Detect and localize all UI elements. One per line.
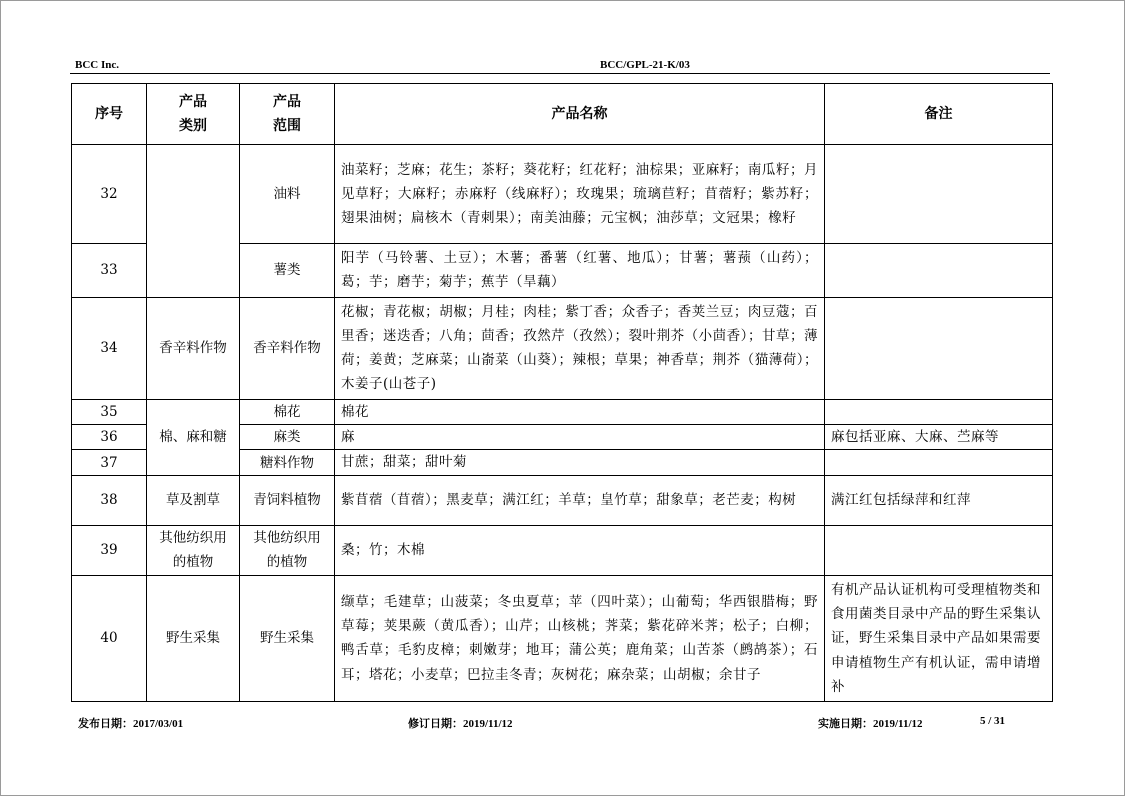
col-header-note: 备注 — [825, 84, 1053, 145]
col-header-category: 产品 类别 — [147, 84, 240, 145]
row-note: 满江红包括绿萍和红萍 — [825, 475, 1053, 525]
row-scope: 棉花 — [240, 399, 335, 424]
row-product-name: 花椒；青花椒；胡椒；月桂；肉桂；紫丁香；众香子；香荚兰豆；肉豆蔻；百里香；迷迭香；八角；茴香；孜然芹（孜然）；裂叶荆芥（小茴香）；甘草；薄荷；姜黄；芝麻菜；山嵛菜（山葵）；辣根；草果；神香草；荆芥（猫薄荷）；木姜子(山苍子) — [335, 297, 825, 399]
row-note — [825, 244, 1053, 298]
row-product-name: 甘蔗；甜菜；甜叶菊 — [335, 450, 825, 475]
table-header-row — [72, 84, 1053, 145]
row-note: 麻包括亚麻、大麻、苎麻等 — [825, 425, 1053, 450]
row-category: 其他纺织用 的植物 — [147, 525, 240, 575]
row-scope: 香辛料作物 — [240, 297, 335, 399]
row-no: 36 — [72, 425, 147, 450]
row-scope: 麻类 — [240, 425, 335, 450]
col-header-scope: 产品 范围 — [240, 84, 335, 145]
row-category: 香辛料作物 — [147, 297, 240, 399]
row-note — [825, 145, 1053, 244]
table-row — [72, 525, 1053, 575]
row-no: 35 — [72, 399, 147, 424]
row-no: 32 — [72, 145, 147, 244]
row-no: 37 — [72, 450, 147, 475]
row-category: 棉、麻和糖 — [147, 399, 240, 475]
row-category: 野生采集 — [147, 575, 240, 701]
table-row — [72, 399, 1053, 424]
row-no: 40 — [72, 575, 147, 701]
revise-date: 修订日期：2019/11/12 — [408, 718, 513, 730]
page-number: 5 / 31 — [980, 715, 1006, 727]
product-table — [71, 83, 1053, 702]
row-product-name: 阳芋（马铃薯、土豆）；木薯；番薯（红薯、地瓜）；甘薯；薯蓣（山药）；葛；芋；磨芋；菊芋；蕉芋（旱藕） — [335, 244, 825, 298]
publish-date: 发布日期：2017/03/01 — [78, 718, 184, 730]
row-scope: 油料 — [240, 145, 335, 244]
company-name: BCC Inc. — [75, 59, 120, 71]
row-product-name: 桑；竹；木棉 — [335, 525, 825, 575]
document-code: BCC/GPL-21-K/03 — [600, 59, 690, 71]
row-category: 草及割草 — [147, 475, 240, 525]
header-rule — [70, 73, 1050, 74]
row-product-name: 麻 — [335, 425, 825, 450]
col-header-no: 序号 — [72, 84, 147, 145]
row-note — [825, 450, 1053, 475]
table-row — [72, 475, 1053, 525]
row-no: 39 — [72, 525, 147, 575]
row-product-name: 棉花 — [335, 399, 825, 424]
row-no: 33 — [72, 244, 147, 298]
row-product-name: 油菜籽；芝麻；花生；茶籽；葵花籽；红花籽；油棕果；亚麻籽；南瓜籽；月见草籽；大麻籽；赤麻籽（线麻籽）；玫瑰果；琉璃苣籽；苜蓿籽；紫苏籽；翅果油树；扁核木（青刺果）；南美油藤；元宝枫；油莎草；文冠果；橡籽 — [335, 145, 825, 244]
row-scope: 青饲料植物 — [240, 475, 335, 525]
row-note — [825, 399, 1053, 424]
row-category — [147, 145, 240, 298]
row-scope: 野生采集 — [240, 575, 335, 701]
row-no: 34 — [72, 297, 147, 399]
row-product-name: 紫苜蓿（苜蓿）；黑麦草；满江红；羊草；皇竹草；甜象草；老芒麦；构树 — [335, 475, 825, 525]
row-product-name: 缬草；毛建草；山菠菜；冬虫夏草；苹（四叶菜）；山葡萄；华西银腊梅；野草莓；荚果蕨（黄瓜香）；山芹；山核桃；荠菜；紫花碎米荠；松子；白柳；鸭舌草；毛豹皮樟；刺嫩芽；地耳；蒲公英；鹿角菜；山苦茶（鹧鸪茶）；石耳；塔花；小麦草；巴拉圭冬青；灰树花；麻杂菜；山胡椒；余甘子 — [335, 575, 825, 701]
row-no: 38 — [72, 475, 147, 525]
row-note: 有机产品认证机构可受理植物类和食用菌类目录中产品的野生采集认证，野生采集目录中产品如果需要申请植物生产有机认证，需申请增补 — [825, 575, 1053, 701]
table-row — [72, 575, 1053, 701]
row-note — [825, 297, 1053, 399]
row-scope: 糖料作物 — [240, 450, 335, 475]
row-scope: 薯类 — [240, 244, 335, 298]
table-row — [72, 145, 1053, 244]
effective-date: 实施日期：2019/11/12 — [818, 718, 923, 730]
table-row — [72, 297, 1053, 399]
row-note — [825, 525, 1053, 575]
col-header-name: 产品名称 — [335, 84, 825, 145]
row-scope: 其他纺织用 的植物 — [240, 525, 335, 575]
